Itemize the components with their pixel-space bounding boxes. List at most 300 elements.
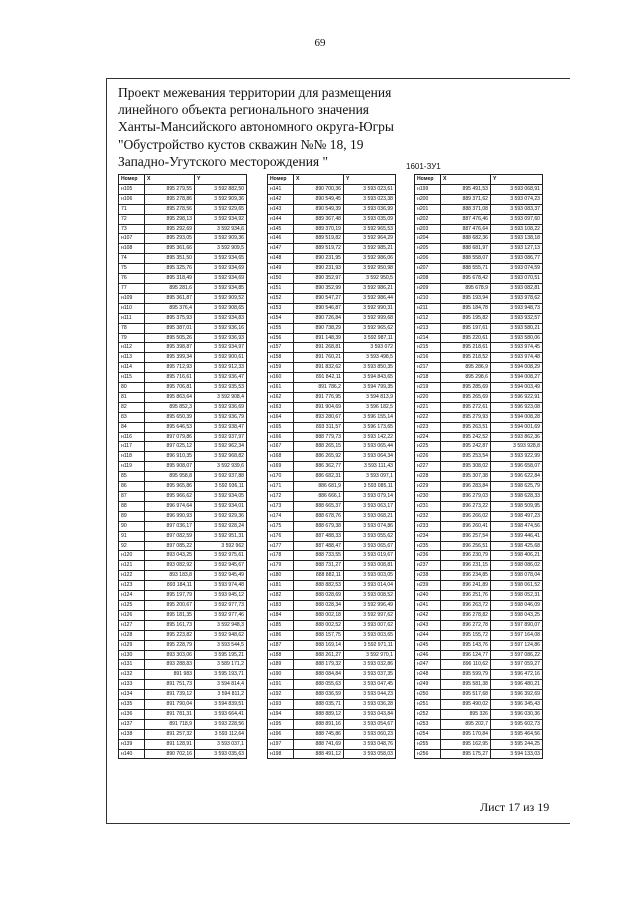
point-number-cell: н182	[268, 591, 294, 601]
y-coordinate-cell: 3 593 498,5	[344, 353, 396, 363]
point-number-cell: н245	[415, 640, 441, 650]
x-coordinate-cell: 897 036,17	[145, 521, 195, 531]
y-coordinate-cell: 3 593 048,76	[344, 739, 396, 749]
table-row	[119, 541, 247, 551]
point-number-cell: 90	[119, 521, 145, 531]
point-number-cell: н185	[268, 620, 294, 630]
point-number-cell: н134	[119, 690, 145, 700]
x-coordinate-cell: 887 476,64	[441, 224, 491, 234]
point-number-cell: 83	[119, 412, 145, 422]
y-coordinate-cell: 3 596 155,14	[344, 412, 396, 422]
x-coordinate-cell: 896 260,41	[441, 521, 491, 531]
x-coordinate-cell: 895 181,35	[145, 610, 195, 620]
table-row	[119, 591, 247, 601]
table-row	[415, 264, 543, 274]
table-row	[119, 581, 247, 591]
y-coordinate-cell: 3 592 936,11	[195, 482, 247, 492]
point-number-cell: 87	[119, 492, 145, 502]
x-coordinate-cell: 895 318,49	[145, 274, 195, 284]
table-row	[268, 383, 396, 393]
point-number-cell: н217	[415, 363, 441, 373]
x-coordinate-cell: 895 228,79	[145, 640, 195, 650]
y-coordinate-cell: 3 593 928,8	[491, 442, 543, 452]
x-coordinate-cell: 895 200,67	[145, 600, 195, 610]
y-coordinate-cell: 3 592 909,36	[195, 194, 247, 204]
table-row	[268, 402, 396, 412]
y-coordinate-cell: 3 593 664,41	[195, 709, 247, 719]
point-number-cell: н131	[119, 660, 145, 670]
y-coordinate-cell: 3 593 580,21	[491, 323, 543, 333]
table-row	[268, 353, 396, 363]
x-coordinate-cell: 895 361,66	[145, 244, 195, 254]
x-coordinate-cell: 888 681,97	[441, 244, 491, 254]
y-coordinate-cell: 3 593 974,48	[195, 581, 247, 591]
column-header-y: Y	[491, 175, 543, 185]
y-coordinate-cell: 3 598 497,23	[491, 511, 543, 521]
point-number-cell: н143	[268, 204, 294, 214]
point-number-cell: н166	[268, 432, 294, 442]
y-coordinate-cell: 3 593 008,81	[344, 561, 396, 571]
point-number-cell: н108	[119, 244, 145, 254]
y-coordinate-cell: 3 592 985,21	[344, 244, 396, 254]
x-coordinate-cell: 888 028,34	[294, 600, 344, 610]
x-coordinate-cell: 896 910,35	[145, 452, 195, 462]
table-row	[119, 472, 247, 482]
y-coordinate-cell: 3 594 133,03	[491, 749, 543, 759]
table-row	[268, 333, 396, 343]
column-header-x: X	[441, 175, 491, 185]
x-coordinate-cell: 890 352,97	[294, 274, 344, 284]
x-coordinate-cell: 889 371,62	[441, 194, 491, 204]
table-row	[415, 551, 543, 561]
point-number-cell: 72	[119, 214, 145, 224]
table-row	[119, 333, 247, 343]
table-row	[415, 739, 543, 749]
y-coordinate-cell: 3 595 602,73	[491, 719, 543, 729]
y-coordinate-cell: 3 592 937,88	[195, 472, 247, 482]
point-number-cell: н175	[268, 521, 294, 531]
table-row	[119, 719, 247, 729]
y-coordinate-cell: 3 592 987,11	[344, 333, 396, 343]
x-coordinate-cell: 890 549,39	[294, 204, 344, 214]
point-number-cell: н224	[415, 432, 441, 442]
table-row	[415, 244, 543, 254]
y-coordinate-cell: 3 592 936,16	[195, 323, 247, 333]
point-number-cell: н194	[268, 709, 294, 719]
y-coordinate-cell: 3 593 083,37	[491, 204, 543, 214]
y-coordinate-cell: 3 598 052,31	[491, 591, 543, 601]
table-row	[415, 303, 543, 313]
point-number-cell: н228	[415, 472, 441, 482]
title-line: Ханты-Мансийского автономного округа-Югры	[118, 119, 394, 135]
table-row	[268, 571, 396, 581]
table-row	[415, 472, 543, 482]
y-coordinate-cell: 3 593 138,18	[491, 234, 543, 244]
x-coordinate-cell: 891 128,91	[145, 739, 195, 749]
x-coordinate-cell: 895 197,79	[145, 591, 195, 601]
x-coordinate-cell: 896 230,79	[441, 551, 491, 561]
y-coordinate-cell: 3 593 035,09	[344, 214, 396, 224]
table-row	[415, 442, 543, 452]
table-row	[415, 571, 543, 581]
y-coordinate-cell: 3 593 945,12	[195, 591, 247, 601]
x-coordinate-cell: 895 218,61	[441, 343, 491, 353]
y-coordinate-cell: 3 598 625,79	[491, 482, 543, 492]
y-coordinate-cell: 3 597 059,27	[491, 660, 543, 670]
point-number-cell: н219	[415, 383, 441, 393]
point-number-cell: н244	[415, 630, 441, 640]
point-number-cell: н164	[268, 412, 294, 422]
coordinates-table-3	[414, 174, 543, 759]
y-coordinate-cell: 3 593 082,81	[491, 283, 543, 293]
table-row	[415, 511, 543, 521]
point-number-cell: н167	[268, 442, 294, 452]
x-coordinate-cell: 895 298,13	[145, 214, 195, 224]
point-number-cell: н151	[268, 283, 294, 293]
y-coordinate-cell: 3 593 068,21	[344, 511, 396, 521]
point-number-cell: н133	[119, 680, 145, 690]
y-coordinate-cell: 3 593 007,62	[344, 620, 396, 630]
y-coordinate-cell: 3 594 008,27	[491, 373, 543, 383]
table-row	[268, 472, 396, 482]
table-row	[415, 650, 543, 660]
y-coordinate-cell: 3 592 986,44	[344, 293, 396, 303]
point-number-cell: н155	[268, 323, 294, 333]
x-coordinate-cell: 895 184,78	[441, 303, 491, 313]
point-number-cell: н249	[415, 680, 441, 690]
sheet-counter: Лист 17 из 19	[480, 800, 550, 814]
table-row	[119, 690, 247, 700]
table-row	[268, 224, 396, 234]
x-coordinate-cell: 895 292,69	[145, 224, 195, 234]
y-coordinate-cell: 3 593 036,99	[344, 204, 396, 214]
x-coordinate-cell: 896 234,85	[441, 571, 491, 581]
y-coordinate-cell: 3 592 909,36	[195, 234, 247, 244]
table-row	[119, 640, 247, 650]
point-number-cell: н226	[415, 452, 441, 462]
point-number-cell: н116	[119, 432, 145, 442]
point-number-cell: н211	[415, 303, 441, 313]
x-coordinate-cell: 895 958,8	[145, 472, 195, 482]
point-number-cell: н106	[119, 194, 145, 204]
x-coordinate-cell: 895 162,95	[441, 739, 491, 749]
y-coordinate-cell: 3 592 934,6	[195, 224, 247, 234]
x-coordinate-cell: 895 490,02	[441, 700, 491, 710]
table-row	[268, 442, 396, 452]
y-coordinate-cell: 3 592 934,69	[195, 274, 247, 284]
table-row	[415, 521, 543, 531]
y-coordinate-cell: 3 593 037,1	[195, 739, 247, 749]
point-number-cell: н239	[415, 581, 441, 591]
point-number-cell: н147	[268, 244, 294, 254]
x-coordinate-cell: 888 889,12	[294, 709, 344, 719]
x-coordinate-cell: 896 974,64	[145, 501, 195, 511]
point-number-cell: н128	[119, 630, 145, 640]
x-coordinate-cell: 895 326	[441, 709, 491, 719]
point-number-cell: 85	[119, 472, 145, 482]
y-coordinate-cell: 3 594 813,9	[344, 392, 396, 402]
y-coordinate-cell: 3 592 939,6	[195, 462, 247, 472]
table-row	[415, 492, 543, 502]
x-coordinate-cell: 895 908,07	[145, 462, 195, 472]
point-number-cell: н242	[415, 610, 441, 620]
y-coordinate-cell: 3 593 127,13	[491, 244, 543, 254]
table-row	[119, 392, 247, 402]
x-coordinate-cell: 896 231,15	[441, 561, 491, 571]
table-row	[415, 323, 543, 333]
point-number-cell: н161	[268, 383, 294, 393]
table-row	[415, 283, 543, 293]
table-row	[415, 234, 543, 244]
y-coordinate-cell: 3 593 003,65	[344, 630, 396, 640]
point-number-cell: 76	[119, 274, 145, 284]
point-number-cell: н231	[415, 501, 441, 511]
x-coordinate-cell: 893 043,25	[145, 551, 195, 561]
y-coordinate-cell: 3 592 975,61	[195, 551, 247, 561]
x-coordinate-cell: 890 726,84	[294, 313, 344, 323]
point-number-cell: н250	[415, 690, 441, 700]
table-row	[268, 501, 396, 511]
x-coordinate-cell: 890 352,99	[294, 283, 344, 293]
x-coordinate-cell: 895 678,9	[441, 283, 491, 293]
x-coordinate-cell: 888 035,71	[294, 700, 344, 710]
point-number-cell: н206	[415, 254, 441, 264]
table-row	[415, 561, 543, 571]
table-row	[119, 194, 247, 204]
table-row	[119, 501, 247, 511]
x-coordinate-cell: 895 599,79	[441, 670, 491, 680]
point-number-cell: н105	[119, 184, 145, 194]
point-number-cell: н254	[415, 729, 441, 739]
table-row	[268, 581, 396, 591]
point-number-cell: н118	[119, 452, 145, 462]
coordinates-table-1	[118, 174, 247, 759]
table-row	[268, 244, 396, 254]
x-coordinate-cell: 895 161,73	[145, 620, 195, 630]
x-coordinate-cell: 895 966,62	[145, 492, 195, 502]
x-coordinate-cell: 895 517,68	[441, 690, 491, 700]
x-coordinate-cell: 895 650,39	[145, 412, 195, 422]
table-row	[119, 313, 247, 323]
x-coordinate-cell: 895 281,6	[145, 283, 195, 293]
point-number-cell: н199	[415, 184, 441, 194]
y-coordinate-cell: 3 593 070,51	[491, 274, 543, 284]
y-coordinate-cell: 3 596 480,21	[491, 680, 543, 690]
point-number-cell: н176	[268, 531, 294, 541]
y-coordinate-cell: 3 593 032,86	[344, 660, 396, 670]
y-coordinate-cell: 3 592 965,62	[344, 323, 396, 333]
x-coordinate-cell: 890 231,95	[294, 254, 344, 264]
table-row	[119, 670, 247, 680]
y-coordinate-cell: 3 593 112,64	[195, 729, 247, 739]
y-coordinate-cell: 3 592 937,97	[195, 432, 247, 442]
point-number-cell: н236	[415, 551, 441, 561]
y-coordinate-cell: 3 593 074,86	[344, 521, 396, 531]
x-coordinate-cell: 891 148,39	[294, 333, 344, 343]
y-coordinate-cell: 3 593 974,48	[491, 353, 543, 363]
x-coordinate-cell: 895 286,9	[441, 363, 491, 373]
y-coordinate-cell: 3 595 244,25	[491, 739, 543, 749]
table-row	[415, 670, 543, 680]
y-coordinate-cell: 3 598 425,68	[491, 541, 543, 551]
point-number-cell: н149	[268, 264, 294, 274]
y-coordinate-cell: 3 599 446,41	[491, 531, 543, 541]
y-coordinate-cell: 3 598 061,52	[491, 581, 543, 591]
y-coordinate-cell: 3 592 900,61	[195, 353, 247, 363]
y-coordinate-cell: 3 593 037,35	[344, 670, 396, 680]
y-coordinate-cell: 3 592 936,93	[195, 333, 247, 343]
x-coordinate-cell: 888 261,27	[294, 650, 344, 660]
table-row	[119, 254, 247, 264]
table-row	[119, 343, 247, 353]
x-coordinate-cell: 895 678,42	[441, 274, 491, 284]
y-coordinate-cell: 3 598 628,33	[491, 492, 543, 502]
x-coordinate-cell: 893 183,8	[145, 571, 195, 581]
y-coordinate-cell: 3 592 962	[195, 541, 247, 551]
table-row	[119, 293, 247, 303]
x-coordinate-cell: 891 842,11	[294, 373, 344, 383]
y-coordinate-cell: 3 596 173,65	[344, 422, 396, 432]
table-row	[415, 610, 543, 620]
table-row	[268, 432, 396, 442]
point-number-cell: н135	[119, 700, 145, 710]
table-row	[119, 452, 247, 462]
x-coordinate-cell: 895 279,55	[145, 184, 195, 194]
y-coordinate-cell: 3 592 934,69	[195, 264, 247, 274]
x-coordinate-cell: 895 143,76	[441, 640, 491, 650]
point-number-cell: н112	[119, 343, 145, 353]
x-coordinate-cell: 895 712,93	[145, 363, 195, 373]
point-number-cell: н139	[119, 739, 145, 749]
y-coordinate-cell: 3 593 060,23	[344, 729, 396, 739]
y-coordinate-cell: 3 593 108,22	[491, 224, 543, 234]
point-number-cell: н125	[119, 600, 145, 610]
x-coordinate-cell: 895 307,38	[441, 472, 491, 482]
table-row	[415, 363, 543, 373]
table-row	[415, 660, 543, 670]
y-coordinate-cell: 3 597 086,22	[491, 650, 543, 660]
point-number-cell: н121	[119, 561, 145, 571]
y-coordinate-cell: 3 592 977,46	[195, 610, 247, 620]
x-coordinate-cell: 896 110,62	[441, 660, 491, 670]
x-coordinate-cell: 891 776,95	[294, 392, 344, 402]
table-row	[119, 283, 247, 293]
y-coordinate-cell: 3 593 063,17	[344, 501, 396, 511]
x-coordinate-cell: 890 546,87	[294, 303, 344, 313]
table-row	[415, 690, 543, 700]
point-number-cell: н195	[268, 719, 294, 729]
point-number-cell: н178	[268, 551, 294, 561]
table-row	[268, 283, 396, 293]
point-number-cell: н129	[119, 640, 145, 650]
point-number-cell: н216	[415, 353, 441, 363]
table-row	[268, 719, 396, 729]
y-coordinate-cell: 3 592 909,5	[195, 244, 247, 254]
table-row	[415, 729, 543, 739]
point-number-cell: н233	[415, 521, 441, 531]
column-header-num: Номер	[268, 175, 294, 185]
point-number-cell: н240	[415, 591, 441, 601]
x-coordinate-cell: 890 700,36	[294, 184, 344, 194]
x-coordinate-cell: 895 852,3	[145, 402, 195, 412]
x-coordinate-cell: 895 223,82	[145, 630, 195, 640]
point-number-cell: 80	[119, 383, 145, 393]
y-coordinate-cell: 3 593 111,43	[344, 462, 396, 472]
x-coordinate-cell: 889 370,19	[294, 224, 344, 234]
point-number-cell: н215	[415, 343, 441, 353]
table-row	[119, 244, 247, 254]
x-coordinate-cell: 887 488,47	[294, 541, 344, 551]
x-coordinate-cell: 886 666,1	[294, 492, 344, 502]
x-coordinate-cell: 896 272,78	[441, 620, 491, 630]
x-coordinate-cell: 891 781,31	[145, 709, 195, 719]
table-row	[268, 482, 396, 492]
x-coordinate-cell: 895 265,69	[441, 392, 491, 402]
x-coordinate-cell: 895 706,81	[145, 383, 195, 393]
table-row	[119, 234, 247, 244]
point-number-cell: н201	[415, 204, 441, 214]
x-coordinate-cell: 886 265,92	[294, 452, 344, 462]
column-header-num: Номер	[119, 175, 145, 185]
x-coordinate-cell: 895 263,51	[441, 422, 491, 432]
point-number-cell: н204	[415, 234, 441, 244]
y-coordinate-cell: 3 593 008,52	[344, 591, 396, 601]
point-number-cell: н227	[415, 462, 441, 472]
point-number-cell: н202	[415, 214, 441, 224]
table-row	[268, 343, 396, 353]
x-coordinate-cell: 886 362,77	[294, 462, 344, 472]
point-number-cell: н163	[268, 402, 294, 412]
x-coordinate-cell: 888 882,11	[294, 571, 344, 581]
y-coordinate-cell: 3 593 074,23	[491, 194, 543, 204]
point-number-cell: н220	[415, 392, 441, 402]
x-coordinate-cell: 897 079,86	[145, 432, 195, 442]
x-coordinate-cell: 895 202,7	[441, 719, 491, 729]
x-coordinate-cell: 888 682,36	[441, 234, 491, 244]
y-coordinate-cell: 3 592 948,62	[195, 630, 247, 640]
y-coordinate-cell: 3 594 008,29	[491, 363, 543, 373]
table-row	[415, 224, 543, 234]
point-number-cell: н171	[268, 482, 294, 492]
x-coordinate-cell: 888 891,16	[294, 719, 344, 729]
point-number-cell: н152	[268, 293, 294, 303]
y-coordinate-cell: 3 593 035,63	[195, 749, 247, 759]
y-coordinate-cell: 3 598 086,02	[491, 561, 543, 571]
x-coordinate-cell: 896 257,54	[441, 531, 491, 541]
x-coordinate-cell: 888 002,52	[294, 620, 344, 630]
table-row	[415, 709, 543, 719]
y-coordinate-cell: 3 598 406,21	[491, 551, 543, 561]
x-coordinate-cell: 888 265,15	[294, 442, 344, 452]
x-coordinate-cell: 895 351,50	[145, 254, 195, 264]
x-coordinate-cell: 895 253,54	[441, 452, 491, 462]
y-coordinate-cell: 3 592 936,47	[195, 373, 247, 383]
table-row	[119, 551, 247, 561]
y-coordinate-cell: 3 595 195,21	[195, 650, 247, 660]
point-number-cell: н180	[268, 571, 294, 581]
table-row	[119, 610, 247, 620]
table-row	[268, 551, 396, 561]
x-coordinate-cell: 888 491,12	[294, 749, 344, 759]
point-number-cell: н252	[415, 709, 441, 719]
table-row	[268, 610, 396, 620]
document-title	[118, 84, 448, 170]
column-header-num: Номер	[415, 175, 441, 185]
y-coordinate-cell: 3 596 923,08	[491, 402, 543, 412]
point-number-cell: н247	[415, 660, 441, 670]
x-coordinate-cell: 895 272,61	[441, 402, 491, 412]
point-number-cell: н146	[268, 234, 294, 244]
